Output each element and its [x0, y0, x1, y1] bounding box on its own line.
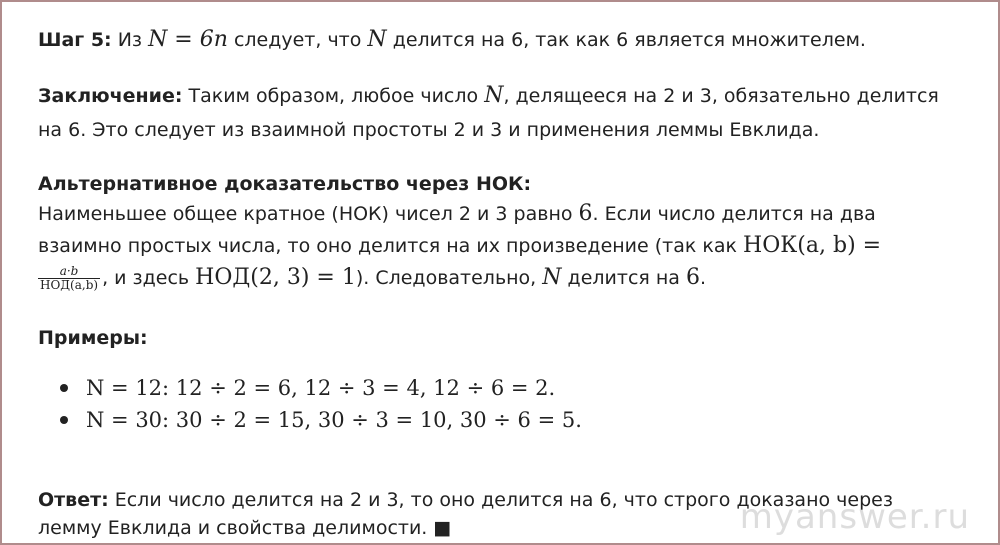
step5-text-3: делится на 6, так как 6 является множителем.: [386, 29, 866, 51]
answer-text-1: Если число делится на 2 и 3, то оно делится на 6, что строго доказано через: [108, 489, 893, 511]
conclusion-text-1: Таким образом, любое число: [182, 85, 485, 107]
list-bullet: [60, 384, 68, 392]
alt-text-1: Наименьшее общее кратное (НОК) чисел 2 и 3 равно: [38, 203, 579, 225]
conclusion-label: Заключение:: [38, 85, 183, 107]
alt-math-2: НОК(a, b) =: [743, 233, 882, 258]
step5-label: Шаг 5:: [38, 29, 112, 51]
answer-line-2: лемму Евклида и свойства делимости. ■: [38, 517, 452, 539]
conclusion-line-1: [38, 82, 939, 110]
alt-proof-line-2: [38, 232, 881, 260]
step5-line: [38, 26, 866, 54]
list-bullet: [60, 416, 68, 424]
alt-math-5: 6: [685, 265, 700, 290]
alt-math-3: НОД(2, 3) = 1: [195, 265, 356, 290]
step5-math-1: N = 6n: [148, 27, 228, 52]
alt-proof-heading: Альтернативное доказательство через НОК:: [38, 173, 532, 195]
step5-math-2: N: [367, 27, 387, 52]
alt-text-2: . Если число делится на два: [592, 203, 876, 225]
fraction-numerator: a·b: [59, 264, 79, 278]
alt-text-7: .: [699, 267, 707, 289]
examples-heading: Примеры:: [38, 327, 148, 349]
alt-proof-line-3: [38, 264, 706, 292]
fraction-denominator: НОД(a,b): [40, 278, 99, 292]
conclusion-math-1: N: [484, 83, 504, 108]
alt-text-6: делится на: [561, 267, 686, 289]
alt-proof-line-1: [38, 200, 876, 228]
example-item-1: N = 12: 12 ÷ 2 = 6, 12 ÷ 3 = 4, 12 ÷ 6 = 2.: [86, 376, 556, 400]
example-item-2: N = 30: 30 ÷ 2 = 15, 30 ÷ 3 = 10, 30 ÷ 6 = 5.: [86, 408, 582, 432]
answer-label: Ответ:: [38, 489, 109, 511]
conclusion-text-2: , делящееся на 2 и 3, обязательно делится: [503, 85, 939, 107]
conclusion-line-2: на 6. Это следует из взаимной простоты 2 и 3 и применения леммы Евклида.: [38, 119, 820, 141]
alt-math-1: 6: [578, 201, 593, 226]
alt-math-4: N: [542, 265, 562, 290]
alt-text-4: , и здесь: [102, 267, 196, 289]
alt-text-3: взаимно простых числа, то оно делится на их произведение (так как: [38, 235, 744, 257]
step5-text-1: Из: [111, 29, 149, 51]
step5-text-2: следует, что: [227, 29, 368, 51]
nok-fraction: [38, 265, 100, 292]
watermark: myanswer.ru: [739, 497, 970, 537]
alt-text-5: ). Следовательно,: [355, 267, 543, 289]
